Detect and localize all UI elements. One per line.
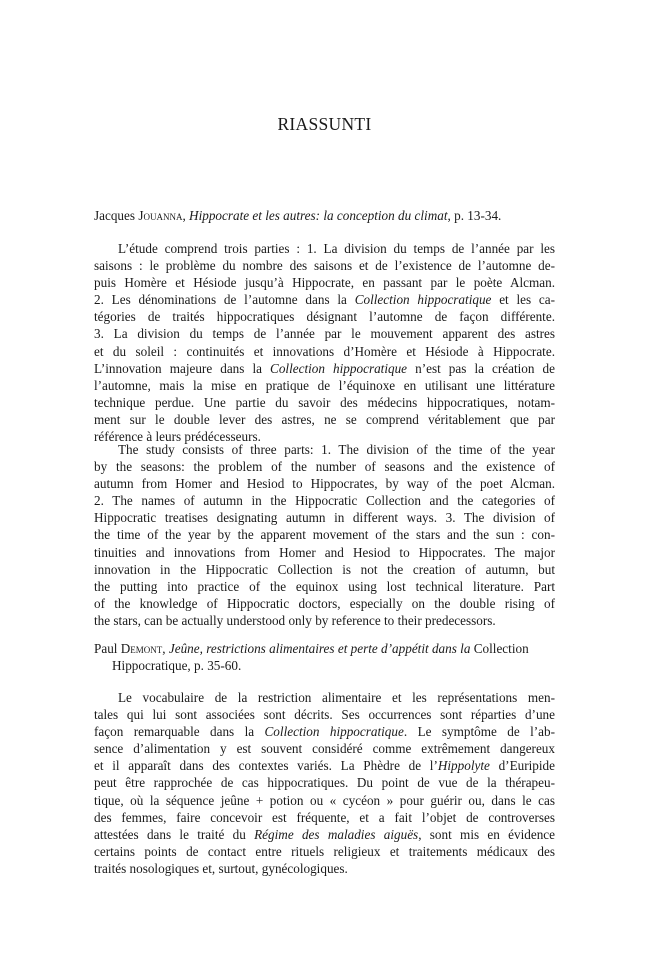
- entry-1-pages: , p. 13-34.: [447, 208, 502, 223]
- entry-2-heading: Paul Demont, Jeûne, restrictions alimentaires et perte d’appétit dans la Collection Hippocratique, p. 35-60.: [94, 641, 529, 674]
- italic-segment: Collection hippocratique: [270, 360, 408, 376]
- text-line: des femmes, faire concevoir est fréquente, et a fait l’objet de controverses: [94, 809, 555, 825]
- text-line: autumn from Homer and Hesiod to Hippocrates, by way of the poet Alcman.: [94, 476, 555, 492]
- text-line: tique, où la séquence jeûne + potion ou « cycéon » pour guérir ou, dans le cas: [94, 792, 555, 808]
- text-line: the time of the year by the apparent movement of the stars and the sun : con-: [94, 527, 555, 543]
- text-line: tégories de traités hippocratiques désignant l’automne de façon différente.: [94, 309, 555, 325]
- text-line: référence à leurs prédécesseurs.: [94, 429, 261, 445]
- text-line: the stars, can be actually understood only by reference to their predecessors.: [94, 612, 496, 628]
- text-line: [94, 723, 555, 740]
- text-segment: 2. Les dénominations de l’automne dans la: [94, 292, 347, 308]
- italic-segment: Collection hippocratique: [264, 724, 404, 740]
- page-title: RIASSUNTI: [277, 114, 372, 134]
- entry-2-french-abstract: [94, 689, 555, 877]
- text-line: sence d’alimentation y est souvent considéré comme extrêmement dangereux: [94, 741, 555, 757]
- text-line: innovation in the Hippocratic Collection is not the creation of autumn, but: [94, 561, 555, 577]
- text-line: technique perdue. Une partie du savoir des médecins hippocratiques, notam-: [94, 394, 555, 410]
- text-segment: et il apparaît dans des contextes variés. La Phèdre de l’: [94, 758, 438, 774]
- text-line: Le vocabulaire de la restriction alimentaire et les représentations men-: [118, 690, 555, 705]
- entry-1-author-first: Jacques: [94, 208, 139, 223]
- entry-1-english-abstract: [94, 441, 555, 629]
- text-line: The study consists of three parts: 1. The division of the time of the year: [118, 442, 555, 457]
- text-line: peut être rapprochée de cas hippocratiques. Du point de vue de la thérapeu-: [94, 775, 555, 791]
- text-line: by the seasons: the problem of the number of seasons and the existence of: [94, 459, 555, 475]
- text-line: [94, 757, 555, 774]
- text-line: [94, 360, 555, 377]
- text-segment: n’est pas la création de: [407, 360, 555, 376]
- text-line: et du soleil : continuités et innovations d’Homère et Hésiode à Hippocrate.: [94, 343, 555, 359]
- text-line: [94, 826, 555, 843]
- text-line: the putting into practice of the equinox using lost technical literature. Part: [94, 578, 555, 594]
- entry-1-heading: Jacques Jouanna, Hippocrate et les autres: la conception du climat, p. 13-34.: [94, 208, 502, 223]
- text-segment: attestées dans le traité du: [94, 826, 255, 842]
- entry-2-title: Jeûne, restrictions alimentaires et perte d’appétit dans la: [168, 641, 471, 656]
- text-segment: , sont mis en évidence: [418, 826, 556, 842]
- text-segment: L’innovation majeure dans la: [94, 360, 271, 376]
- text-line: of the knowledge of Hippocratic doctors, especially on the double rising of: [94, 595, 555, 611]
- text-segment: d’Euripide: [489, 758, 555, 774]
- text-line: certains points de contact entre rituels religieux et traitements médicaux des: [94, 843, 555, 859]
- text-line: [94, 291, 555, 308]
- text-line: ment sur le double lever des astres, ne se comprend véritablement que par: [94, 411, 555, 427]
- text-segment: . Le symptôme de l’ab-: [403, 724, 555, 740]
- italic-segment: Collection hippocratique: [354, 292, 492, 308]
- text-segment: façon remarquable dans la: [94, 724, 265, 740]
- entry-2-title-line2: Hippocratique, p. 35-60.: [112, 658, 242, 674]
- entry-2-title-tail: Collection: [470, 641, 529, 656]
- italic-segment: Hippolyte: [437, 758, 490, 774]
- italic-segment: Régime des maladies aiguës: [254, 826, 419, 842]
- entry-1-author-last: Jouanna: [138, 208, 183, 223]
- text-line: traités nosologiques et, surtout, gynécologiques.: [94, 860, 348, 876]
- entry-2-author-last: Demont: [120, 641, 163, 656]
- text-line: saisons : le problème du nombre des saisons et de l’existence de l’automne de-: [94, 258, 555, 274]
- text-line: puis Homère et Hésiode jusqu’à Hippocrate, en passant par le poète Alcman.: [94, 275, 555, 291]
- entry-2-author-first: Paul: [94, 641, 121, 656]
- text-line: 3. La division du temps de l’année par le mouvement apparent des astres: [94, 326, 555, 342]
- text-line: 2. The names of autumn in the Hippocratic Collection and the categories of: [94, 493, 555, 509]
- entry-1-french-abstract: [94, 240, 555, 445]
- text-segment: et les ca-: [491, 292, 556, 308]
- entry-1-title: Hippocrate et les autres: la conception du climat: [189, 208, 448, 223]
- text-line: tinuities and innovations from Homer and Hesiod to Hippocrates. The major: [94, 544, 555, 560]
- text-line: tales qui lui sont associées sont décrits. Ses occurrences sont réparties d’une: [94, 707, 555, 723]
- text-line: L’étude comprend trois parties : 1. La division du temps de l’année par les: [118, 241, 555, 256]
- text-line: Hippocratic treatises designating autumn in different ways. 3. The division of: [94, 510, 555, 526]
- text-line: l’automne, mais la mise en pratique de l’équinoxe en utilisant une littérature: [94, 377, 555, 393]
